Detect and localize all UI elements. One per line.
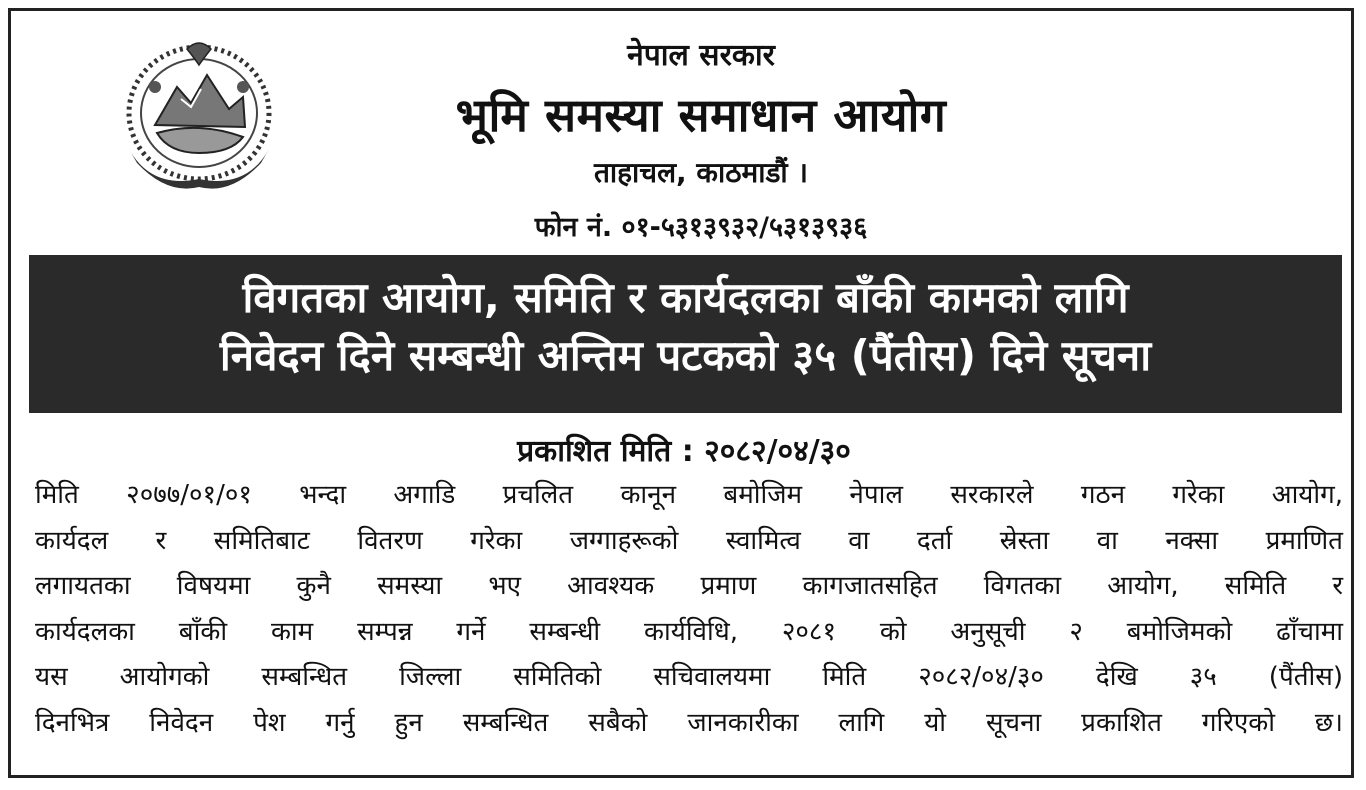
notice-body bbox=[35, 473, 1343, 746]
notice-body-line: लगायतका विषयमा कुनै समस्या भए आवश्यक प्रमाण कागजातसहित विगतका आयोग, समिति र bbox=[35, 571, 1343, 601]
published-date-label: प्रकाशित मिति : bbox=[517, 434, 694, 469]
notice-body-line: यस आयोगको सम्बन्धित जिल्ला समितिको सचिवालयमा मिति २०८२/०४/३० देखि ३५ (पैंतीस) bbox=[35, 662, 1343, 692]
organization-address: ताहाचल, काठमाडौं । bbox=[593, 156, 809, 189]
government-name: नेपाल सरकार bbox=[627, 38, 775, 73]
notice-frame bbox=[8, 8, 1354, 778]
published-date-value: २०८२/०४/३० bbox=[704, 434, 851, 469]
notice-body-line: कार्यदलका बाँकी काम सम्पन्न गर्ने सम्बन्धी कार्यविधि, २०८१ को अनुसूची २ बमोजिमको ढाँचामा bbox=[35, 616, 1343, 647]
notice-body-line: दिनभित्र निवेदन पेश गर्नु हुन सम्बन्धित सबैको जानकारीका लागि यो सूचना प्रकाशित गरिएको छ। bbox=[35, 707, 1343, 738]
notice-title-line-1: विगतका आयोग, समिति र कार्यदलका बाँकी कामको लागि bbox=[242, 273, 1129, 322]
organization-title: भूमि समस्या समाधान आयोग bbox=[455, 88, 947, 142]
phone-number: फोन नं. ०१-५३१३९३२/५३१३९३६ bbox=[534, 212, 868, 243]
notice-body-line: मिति २०७७/०१/०१ भन्दा अगाडि प्रचलित कानून बमोजिम नेपाल सरकारले गठन गरेका आयोग, bbox=[35, 480, 1343, 510]
notice-body-line: कार्यदल र समितिबाट वितरण गरेका जग्गाहरूको स्वामित्व वा दर्ता स्रेस्ता वा नक्सा प्रमाणित bbox=[35, 525, 1343, 556]
published-date bbox=[11, 429, 1357, 470]
nepal-government-emblem-icon bbox=[111, 29, 287, 195]
notice-title-banner bbox=[29, 255, 1342, 413]
notice-title-line-2: निवेदन दिने सम्बन्धी अन्तिम पटकको ३५ (पैंतीस) दिने सूचना bbox=[219, 331, 1152, 380]
